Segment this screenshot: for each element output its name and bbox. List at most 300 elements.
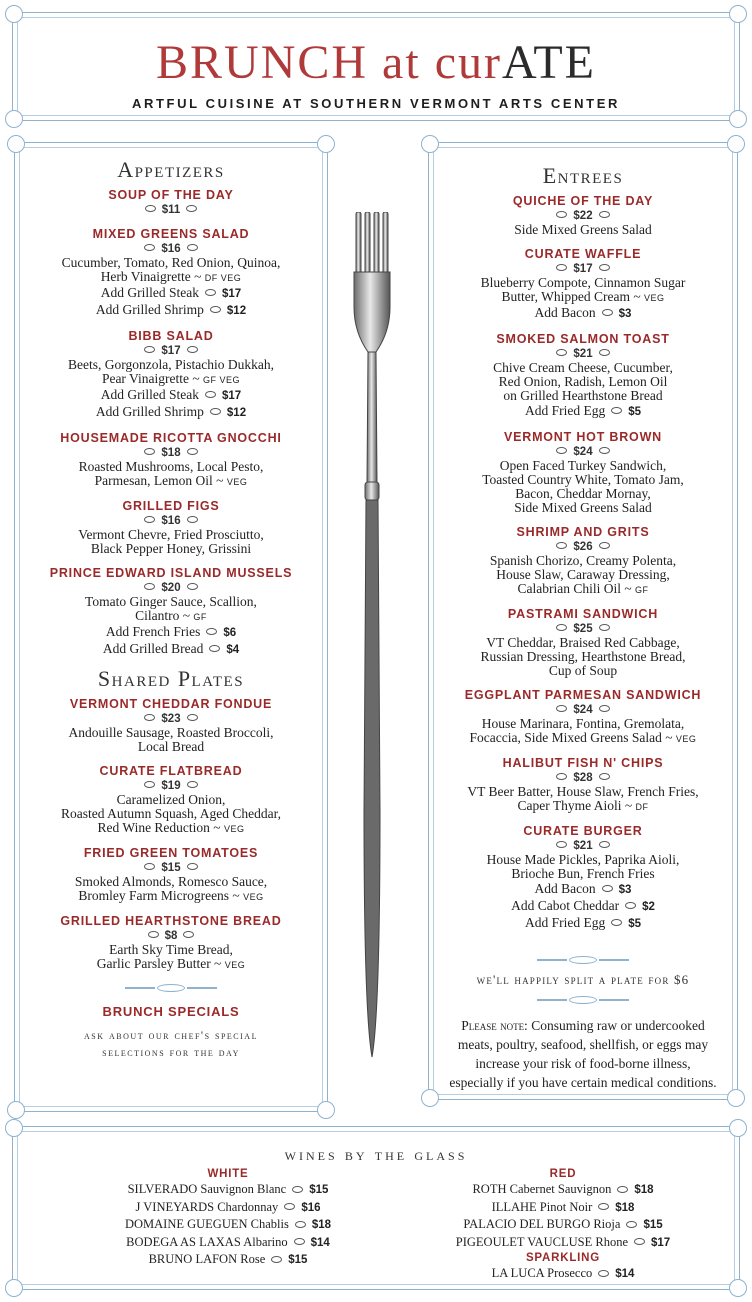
diamond-ornament-icon <box>144 244 155 251</box>
menu-item <box>429 756 737 814</box>
item-description <box>15 793 327 807</box>
addon-label: Add Bacon <box>534 881 596 896</box>
description-text: Caramelized Onion, <box>116 792 226 807</box>
addon-label: Add Grilled Shrimp <box>95 404 204 419</box>
diet-tag: VEG <box>226 477 248 487</box>
diamond-ornament-icon <box>187 516 198 523</box>
item-description <box>429 799 737 814</box>
wine-label: J VINEYARDS Chardonnay <box>135 1199 279 1214</box>
description-text: Smoked Almonds, Romesco Sauce, <box>74 874 268 889</box>
red-wines-title: RED <box>549 1168 577 1180</box>
item-name: PASTRAMI SANDWICH <box>507 607 659 621</box>
diamond-ornament-icon <box>556 841 567 848</box>
item-description <box>15 807 327 821</box>
item-description <box>429 290 737 305</box>
addon-option <box>15 641 327 658</box>
price-value: $28 <box>573 772 593 784</box>
item-description <box>429 554 737 568</box>
price-value: $22 <box>573 210 593 222</box>
diamond-ornament-icon <box>599 349 610 356</box>
title-part-2: ATE <box>501 36 596 89</box>
frame-corner <box>5 5 23 23</box>
addon-price: $2 <box>642 901 655 913</box>
addon-price: $4 <box>226 644 240 656</box>
price-value: $26 <box>573 541 593 553</box>
description-text: Butter, Whipped Cream ~ <box>501 289 641 304</box>
description-text: Roasted Mushrooms, Local Pesto, <box>78 459 264 474</box>
wine-entry <box>423 1199 703 1217</box>
item-description <box>15 726 327 740</box>
frame-corner <box>7 135 25 153</box>
wine-entry <box>423 1234 703 1252</box>
item-price <box>429 839 737 853</box>
health-notice <box>429 1016 737 1092</box>
wine-price: $18 <box>615 1201 635 1214</box>
page-title <box>13 36 739 89</box>
diet-tag: VEG <box>223 824 245 834</box>
diamond-ornament-icon <box>598 1203 609 1210</box>
addon-price: $17 <box>222 288 242 300</box>
diamond-ornament-icon <box>611 919 622 926</box>
addon-price: $3 <box>618 884 632 896</box>
item-description <box>15 609 327 624</box>
diamond-ornament-icon <box>611 407 622 414</box>
addon-price: $12 <box>226 407 247 419</box>
description-text: Beets, Gorgonzola, Pistachio Dukkah, <box>68 357 274 372</box>
addon-label: Add Bacon <box>534 305 596 320</box>
wine-label: PIGEOULET VAUCLUSE Rhone <box>455 1234 629 1249</box>
diamond-ornament-icon <box>210 306 221 313</box>
description-text: Focaccia, Side Mixed Greens Salad ~ <box>469 730 673 745</box>
frame-corner <box>5 1119 23 1137</box>
description-text: on Grilled Hearthstone Bread <box>503 388 663 403</box>
item-price <box>15 779 327 793</box>
description-text: Open Faced Turkey Sandwich, <box>499 458 667 473</box>
diamond-ornament-icon <box>292 1186 303 1193</box>
menu-item <box>429 607 737 678</box>
diamond-ornament-icon <box>144 516 155 523</box>
menu-item <box>15 697 327 754</box>
menu-item <box>15 846 327 904</box>
menu-item <box>15 188 327 217</box>
diet-tag: GF VEG <box>203 375 241 385</box>
price-value: $8 <box>164 930 178 942</box>
item-name: CURATE BURGER <box>523 824 643 838</box>
price-value: $19 <box>161 780 181 792</box>
description-text: VT Beer Batter, House Slaw, French Fries, <box>467 784 699 799</box>
price-value: $20 <box>161 582 181 594</box>
item-description <box>429 664 737 678</box>
item-name: GRILLED FIGS <box>122 499 220 513</box>
price-value: $16 <box>161 515 181 527</box>
diamond-ornament-icon <box>209 645 220 652</box>
price-value: $24 <box>573 446 593 458</box>
frame-corner <box>421 135 439 153</box>
specials-note-line: selections for the day <box>102 1045 240 1059</box>
item-price <box>15 861 327 875</box>
addon-option <box>429 881 737 898</box>
menu-item <box>15 227 327 319</box>
price-value: $16 <box>161 243 181 255</box>
menu-item <box>429 688 737 746</box>
appetizers-column <box>15 159 327 1061</box>
page-subtitle: ARTFUL CUISINE AT SOUTHERN VERMONT ARTS CENTER <box>132 96 620 111</box>
frame-corner <box>729 1119 747 1137</box>
item-price <box>429 703 737 717</box>
addon-option <box>429 305 737 322</box>
price-value: $11 <box>161 204 181 216</box>
wine-price: $17 <box>651 1236 671 1249</box>
wine-label: LA LUCA Prosecco <box>491 1266 593 1280</box>
price-value: $15 <box>161 862 181 874</box>
diamond-ornament-icon <box>556 264 567 271</box>
item-description <box>429 717 737 731</box>
price-value: $23 <box>161 713 181 725</box>
description-text: Red Onion, Radish, Lemon Oil <box>498 374 668 389</box>
price-value: $17 <box>573 263 593 275</box>
item-name: HALIBUT FISH N' CHIPS <box>502 756 664 770</box>
diamond-ornament-icon <box>599 705 610 712</box>
diamond-ornament-icon <box>284 1203 295 1210</box>
addon-price: $6 <box>223 627 237 639</box>
description-text: Cilantro ~ <box>135 608 191 623</box>
sparkling-wines-title: SPARKLING <box>525 1252 601 1264</box>
menu-item <box>15 764 327 836</box>
wine-entry <box>83 1234 373 1252</box>
red-wines-column <box>423 1167 703 1283</box>
diamond-ornament-icon <box>144 448 155 455</box>
addon-option <box>15 387 327 404</box>
frame-corner <box>729 1279 747 1297</box>
entrees-panel <box>428 142 738 1100</box>
diamond-ornament-icon <box>556 349 567 356</box>
diamond-ornament-icon <box>598 1270 609 1277</box>
item-description <box>429 785 737 799</box>
menu-item <box>429 332 737 420</box>
diamond-ornament-icon <box>599 211 610 218</box>
addon-label: Add French Fries <box>105 624 201 639</box>
wine-entry <box>423 1265 703 1283</box>
item-description <box>429 731 737 746</box>
appetizers-title: Appetizers <box>117 157 225 182</box>
diamond-ornament-icon <box>187 244 198 251</box>
wine-price: $18 <box>311 1219 332 1231</box>
diamond-ornament-icon <box>599 773 610 780</box>
item-description <box>15 821 327 836</box>
diet-tag: VEG <box>675 734 697 744</box>
divider-ornament <box>429 954 737 966</box>
diamond-ornament-icon <box>183 931 194 938</box>
diamond-ornament-icon <box>625 902 636 909</box>
description-text: Local Bread <box>137 739 205 754</box>
item-name: GRILLED HEARTHSTONE BREAD <box>60 914 282 928</box>
description-text: Bacon, Cheddar Mornay, <box>515 486 651 501</box>
frame-corner <box>729 110 747 128</box>
wine-label: ILLAHE Pinot Noir <box>491 1199 593 1214</box>
diamond-ornament-icon <box>206 628 217 635</box>
price-value: $24 <box>573 704 593 716</box>
wine-label: BRUNO LAFON Rose <box>148 1252 266 1266</box>
wine-entry <box>83 1199 373 1217</box>
menu-item <box>15 914 327 972</box>
item-description <box>15 943 327 957</box>
diamond-ornament-icon <box>205 391 216 398</box>
diamond-ornament-icon <box>599 624 610 631</box>
description-text: House Marinara, Fontina, Gremolata, <box>481 716 685 731</box>
diet-tag: VEG <box>243 892 264 902</box>
addon-price: $3 <box>618 308 632 320</box>
menu-item <box>15 566 327 658</box>
item-description <box>429 853 737 867</box>
specials-note-line: ask about our chef's special <box>84 1028 258 1042</box>
item-description <box>429 459 737 473</box>
fork-illustration <box>346 212 402 1062</box>
item-name: SMOKED SALMON TOAST <box>496 332 670 346</box>
diamond-ornament-icon <box>556 211 567 218</box>
description-text: Roasted Autumn Squash, Aged Cheddar, <box>61 806 281 821</box>
diamond-ornament-icon <box>599 841 610 848</box>
item-description <box>429 867 737 881</box>
item-price <box>15 514 327 528</box>
description-text: Tomato Ginger Sauce, Scallion, <box>85 594 257 609</box>
diet-tag: DF VEG <box>204 273 242 283</box>
notice-text: Consuming raw or undercooked meats, poultry, seafood, shellfish, or eggs may increase your risk of food-borne illness, especially if you have certain medical conditions. <box>449 1018 717 1090</box>
description-text: Pear Vinaigrette ~ <box>101 371 200 386</box>
wine-price: $14 <box>615 1268 635 1280</box>
item-price <box>15 203 327 217</box>
item-description <box>429 636 737 650</box>
item-price <box>15 242 327 256</box>
item-description <box>429 223 737 237</box>
diamond-ornament-icon <box>187 583 198 590</box>
diamond-ornament-icon <box>602 309 613 316</box>
item-name: FRIED GREEN TOMATOES <box>83 846 259 860</box>
appetizers-panel <box>14 142 328 1112</box>
diet-tag: VEG <box>644 293 665 303</box>
entrees-title: Entrees <box>542 163 624 188</box>
item-description <box>15 740 327 754</box>
addon-option <box>15 624 327 641</box>
diamond-ornament-icon <box>187 781 198 788</box>
wine-entry <box>423 1216 703 1234</box>
title-part-1: BRUNCH at cur <box>156 36 502 89</box>
menu-item <box>429 525 737 597</box>
addon-label: Add Cabot Cheddar <box>511 898 620 913</box>
diamond-ornament-icon <box>617 1186 628 1193</box>
item-description <box>429 361 737 375</box>
diamond-ornament-icon <box>634 1238 645 1245</box>
wine-label: PALACIO DEL BURGO Rioja <box>463 1217 621 1231</box>
diamond-ornament-icon <box>144 583 155 590</box>
description-text: House Slaw, Caraway Dressing, <box>496 567 670 582</box>
entrees-column <box>429 165 737 1092</box>
addon-price: $5 <box>628 406 642 418</box>
diamond-ornament-icon <box>599 542 610 549</box>
diamond-ornament-icon <box>144 781 155 788</box>
frame-corner <box>7 1101 25 1119</box>
diamond-ornament-icon <box>602 885 613 892</box>
diamond-ornament-icon <box>599 264 610 271</box>
addon-label: Add Grilled Steak <box>100 387 200 402</box>
item-name: MIXED GREENS SALAD <box>92 227 250 241</box>
description-text: Chive Cream Cheese, Cucumber, <box>493 360 673 375</box>
description-text: Russian Dressing, Hearthstone Bread, <box>480 649 686 664</box>
frame-corner <box>729 5 747 23</box>
item-description <box>15 528 327 542</box>
item-description <box>429 568 737 582</box>
menu-item <box>429 247 737 322</box>
wine-price: $14 <box>310 1236 330 1249</box>
description-text: Brioche Bun, French Fries <box>511 866 655 881</box>
item-name: QUICHE OF THE DAY <box>512 194 654 208</box>
diamond-ornament-icon <box>271 1256 282 1263</box>
diamond-ornament-icon <box>187 714 198 721</box>
description-text: Toasted Country White, Tomato Jam, <box>482 472 684 487</box>
description-text: Andouille Sausage, Roasted Broccoli, <box>68 725 274 740</box>
price-value: $21 <box>573 348 593 360</box>
description-text: Parmesan, Lemon Oil ~ <box>94 473 224 488</box>
addon-label: Add Grilled Bread <box>102 641 204 656</box>
diamond-ornament-icon <box>556 542 567 549</box>
shared-plates-title: Shared Plates <box>97 666 245 691</box>
divider-ornament <box>15 982 327 994</box>
description-text: Calabrian Chili Oil ~ <box>517 581 632 596</box>
description-text: Spanish Chorizo, Creamy Polenta, <box>489 553 677 568</box>
item-price <box>15 344 327 358</box>
description-text: Earth Sky Time Bread, <box>109 942 233 957</box>
item-description <box>429 650 737 664</box>
item-description <box>15 889 327 904</box>
addon-option <box>15 404 327 421</box>
item-description <box>429 487 737 501</box>
wine-label: BODEGA AS LAXAS Albarino <box>126 1234 288 1249</box>
description-text: Cup of Soup <box>548 663 618 678</box>
item-description <box>15 270 327 285</box>
description-text: House Made Pickles, Paprika Aioli, <box>486 852 680 867</box>
item-description <box>15 957 327 972</box>
item-name: CURATE WAFFLE <box>524 247 642 261</box>
item-price <box>429 262 737 276</box>
addon-price: $5 <box>628 918 642 930</box>
menu-item <box>429 194 737 237</box>
item-description <box>429 473 737 487</box>
item-description <box>15 875 327 889</box>
item-price <box>15 929 327 943</box>
divider-ornament <box>429 994 737 1006</box>
item-name: PRINCE EDWARD ISLAND MUSSELS <box>49 566 293 580</box>
item-description <box>15 256 327 270</box>
diamond-ornament-icon <box>187 346 198 353</box>
addon-price: $17 <box>222 390 242 402</box>
addon-price: $12 <box>226 305 247 317</box>
diamond-ornament-icon <box>187 448 198 455</box>
addon-label: Add Fried Egg <box>524 915 606 930</box>
item-description <box>429 501 737 515</box>
diet-tag: GF <box>193 612 207 622</box>
wine-price: $18 <box>634 1184 654 1196</box>
menu-item <box>15 329 327 421</box>
diet-tag: GF <box>635 585 649 595</box>
addon-option <box>15 302 327 319</box>
item-description <box>15 358 327 372</box>
description-text: Black Pepper Honey, Grissini <box>90 541 252 556</box>
sparkling-wines-list <box>423 1265 703 1283</box>
description-text: Side Mixed Greens Salad <box>514 222 652 237</box>
diamond-ornament-icon <box>144 714 155 721</box>
wine-entry <box>83 1216 373 1234</box>
wine-entry <box>83 1181 373 1199</box>
menu-item <box>15 499 327 556</box>
item-price <box>15 712 327 726</box>
frame-corner <box>727 135 745 153</box>
addon-option <box>429 403 737 420</box>
diamond-ornament-icon <box>148 931 159 938</box>
frame-corner <box>317 1101 335 1119</box>
diamond-ornament-icon <box>145 205 156 212</box>
white-wines-title: WHITE <box>207 1168 249 1180</box>
wine-entry <box>83 1251 373 1269</box>
wine-label: ROTH Cabernet Sauvignon <box>472 1182 612 1196</box>
menu-item <box>15 431 327 489</box>
item-name: VERMONT HOT BROWN <box>503 430 663 444</box>
menu-item <box>429 430 737 515</box>
diamond-ornament-icon <box>626 1221 637 1228</box>
item-name: SOUP OF THE DAY <box>108 188 234 202</box>
frame-corner <box>317 135 335 153</box>
item-price <box>429 540 737 554</box>
appetizers-list <box>15 188 327 658</box>
shared-plates-list <box>15 697 327 972</box>
item-name: VERMONT CHEDDAR FONDUE <box>69 697 273 711</box>
diamond-ornament-icon <box>186 205 197 212</box>
diamond-ornament-icon <box>556 773 567 780</box>
diamond-ornament-icon <box>187 863 198 870</box>
price-value: $18 <box>161 447 181 459</box>
item-description <box>15 372 327 387</box>
wine-label: SILVERADO Sauvignon Blanc <box>127 1182 287 1196</box>
white-wines-list <box>83 1181 373 1269</box>
addon-option <box>429 898 737 915</box>
diamond-ornament-icon <box>556 624 567 631</box>
diamond-ornament-icon <box>144 863 155 870</box>
brunch-specials-title: BRUNCH SPECIALS <box>102 1004 240 1019</box>
description-text: Cucumber, Tomato, Red Onion, Quinoa, <box>61 255 281 270</box>
addon-label: Add Grilled Steak <box>100 285 200 300</box>
description-text: Garlic Parsley Butter ~ <box>96 956 222 971</box>
wine-price: $15 <box>643 1219 663 1231</box>
entrees-list <box>429 194 737 932</box>
wine-price: $15 <box>288 1254 308 1266</box>
diamond-ornament-icon <box>205 289 216 296</box>
item-price <box>429 445 737 459</box>
wines-panel <box>12 1126 740 1290</box>
red-wines-list <box>423 1181 703 1251</box>
header-banner <box>12 12 740 121</box>
addon-option <box>15 285 327 302</box>
diamond-ornament-icon <box>294 1238 305 1245</box>
item-name: BIBB SALAD <box>128 329 214 343</box>
diamond-ornament-icon <box>556 705 567 712</box>
price-value: $25 <box>573 623 593 635</box>
item-price <box>15 446 327 460</box>
description-text: Caper Thyme Aioli ~ <box>517 798 633 813</box>
wines-title: wines by the glass <box>284 1145 468 1164</box>
item-name: HOUSEMADE RICOTTA GNOCCHI <box>60 431 282 445</box>
item-description <box>429 389 737 403</box>
item-description <box>429 582 737 597</box>
price-value: $17 <box>161 345 181 357</box>
diamond-ornament-icon <box>599 447 610 454</box>
